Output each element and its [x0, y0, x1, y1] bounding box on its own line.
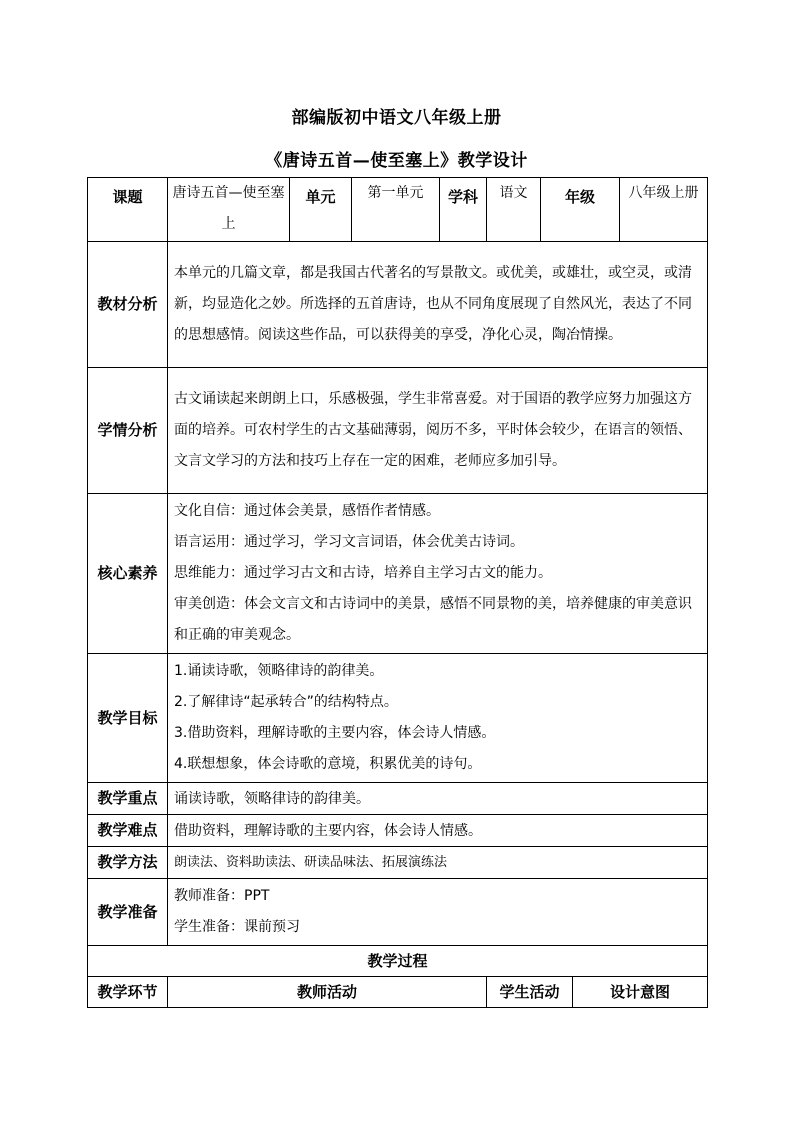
zhongdian-label: 教学重点 — [88, 783, 168, 815]
mubiao-item: 2.了解律诗“起承转合”的结构特点。 — [174, 694, 398, 710]
keti-value: 唐诗五首—使至塞上 — [168, 178, 290, 242]
doc-subtitle: 《唐诗五首—使至塞上》教学设计 — [265, 151, 528, 171]
xueke-label: 学科 — [440, 178, 487, 242]
hexin-item: 语言运用：通过学习，学习文言词语，体会优美古诗词。 — [174, 534, 524, 550]
fangfa-row — [88, 847, 708, 879]
process-col-intent: 设计意图 — [573, 977, 708, 1008]
doc-title: 部编版初中语文八年级上册 — [291, 108, 502, 128]
hexin-list — [168, 494, 708, 654]
process-col-teacher: 教师活动 — [168, 977, 487, 1008]
fangfa-label: 教学方法 — [88, 847, 168, 879]
hexin-label: 核心素养 — [88, 494, 168, 654]
process-col-student: 学生活动 — [487, 977, 573, 1008]
danyuan-value: 第一单元 — [352, 178, 440, 242]
process-title-row — [88, 946, 708, 977]
lesson-plan-table — [87, 177, 708, 1008]
mubiao-list — [168, 654, 708, 783]
fangfa-text: 朗读法、资料助读法、研读品味法、拓展演练法 — [168, 847, 708, 879]
danyuan-label: 单元 — [290, 178, 352, 242]
process-title: 教学过程 — [88, 946, 708, 977]
zhunbei-label: 教学准备 — [88, 879, 168, 946]
info-row — [88, 178, 708, 242]
process-header-row — [88, 977, 708, 1008]
hexin-item: 文化自信：通过体会美景，感悟作者情感。 — [174, 503, 440, 519]
nandian-label: 教学难点 — [88, 815, 168, 847]
zhongdian-text: 诵读诗歌，领略律诗的韵律美。 — [168, 783, 708, 815]
zhunbei-row — [88, 879, 708, 946]
xueqing-text: 古文诵读起来朗朗上口，乐感极强，学生非常喜爱。对于国语的教学应努力加强这方面的培养。可农村学生的古文基础薄弱，阅历不多，平时体会较少，在语言的领悟、文言文学习的方法和技巧上存在一定的困难，老师应多加引导。 — [168, 368, 708, 494]
nianji-label: 年级 — [541, 178, 620, 242]
xueqing-label: 学情分析 — [88, 368, 168, 494]
zhongdian-row — [88, 783, 708, 815]
mubiao-item: 3.借助资料，理解诗歌的主要内容，体会诗人情感。 — [174, 725, 496, 741]
zhunbei-list — [168, 879, 708, 946]
xueqing-row — [88, 368, 708, 494]
mubiao-item: 4.联想想象，体会诗歌的意境，积累优美的诗句。 — [174, 756, 482, 772]
keti-label: 课题 — [88, 178, 168, 242]
zhunbei-item: 教师准备：PPT — [174, 888, 270, 904]
zhunbei-item: 学生准备：课前预习 — [174, 919, 300, 935]
jiaocai-text: 本单元的几篇文章，都是我国古代著名的写景散文。或优美，或雄壮，或空灵，或清新，均显造化之妙。所选择的五首唐诗，也从不同角度展现了自然风光，表达了不同的思想感情。阅读这些作品，可以获得美的享受，净化心灵，陶冶情操。 — [168, 242, 708, 368]
jiaocai-label: 教材分析 — [88, 242, 168, 368]
mubiao-item: 1.诵读诗歌，领略律诗的韵律美。 — [174, 663, 384, 679]
xueke-value: 语文 — [487, 178, 541, 242]
jiaocai-row — [88, 242, 708, 368]
process-col-huanjie: 教学环节 — [88, 977, 168, 1008]
nianji-value: 八年级上册 — [620, 178, 708, 242]
hexin-row — [88, 494, 708, 654]
mubiao-label: 教学目标 — [88, 654, 168, 783]
nandian-text: 借助资料，理解诗歌的主要内容，体会诗人情感。 — [168, 815, 708, 847]
mubiao-row — [88, 654, 708, 783]
nandian-row — [88, 815, 708, 847]
hexin-item: 思维能力：通过学习古文和古诗，培养自主学习古文的能力。 — [174, 565, 552, 581]
hexin-item: 审美创造：体会文言文和古诗词中的美景，感悟不同景物的美，培养健康的审美意识和正确的审美观念。 — [174, 596, 692, 643]
